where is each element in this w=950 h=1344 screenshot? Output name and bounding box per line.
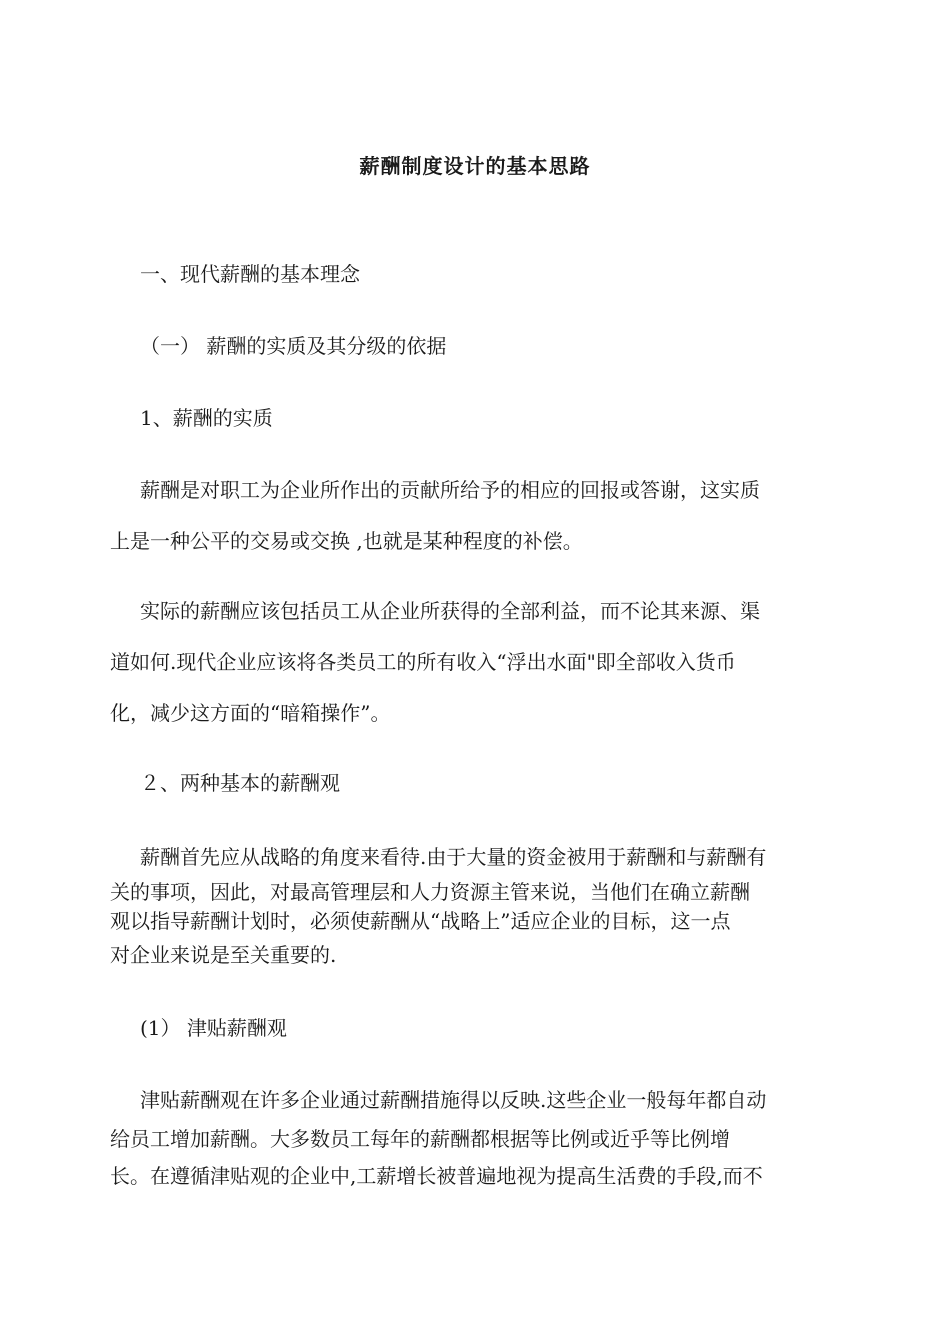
subitem-heading-1: (1） 津贴薪酬观	[140, 1016, 287, 1040]
paragraph-3-line-1: 薪酬首先应从战略的角度来看待.由于大量的资金被用于薪酬和与薪酬有	[140, 845, 767, 869]
subsection-heading: （一） 薪酬的实质及其分级的依据	[140, 334, 447, 358]
paragraph-4-line-1: 津贴薪酬观在许多企业通过薪酬措施得以反映.这些企业一般每年都自动	[140, 1088, 767, 1112]
paragraph-3-line-3: 观以指导薪酬计划时，必须使薪酬从“战略上”适应企业的目标，这一点	[110, 909, 731, 933]
paragraph-4-line-3: 长。在遵循津贴观的企业中,工薪增长被普遍地视为提高生活费的手段,而不	[110, 1164, 763, 1188]
paragraph-2-line-3: 化，减少这方面的“暗箱操作”。	[110, 701, 391, 725]
paragraph-1-line-2: 上是一种公平的交易或交换 ,也就是某种程度的补偿。	[110, 529, 583, 553]
item-heading-2: ２、两种基本的薪酬观	[140, 771, 340, 795]
paragraph-1-line-1: 薪酬是对职工为企业所作出的贡献所给予的相应的回报或答谢，这实质	[140, 478, 760, 502]
item-heading-1: 1、薪酬的实质	[140, 406, 273, 430]
document-title: 薪酬制度设计的基本思路	[359, 154, 591, 178]
paragraph-3-line-2: 关的事项，因此，对最高管理层和人力资源主管来说，当他们在确立薪酬	[110, 880, 750, 904]
paragraph-2-line-2: 道如何.现代企业应该将各类员工的所有收入“浮出水面"即全部收入货币	[110, 650, 736, 674]
paragraph-3-line-4: 对企业来说是至关重要的.	[110, 943, 337, 967]
paragraph-4-line-2: 给员工增加薪酬。大多数员工每年的薪酬都根据等比例或近乎等比例增	[110, 1127, 730, 1151]
section-heading-1: 一、现代薪酬的基本理念	[140, 262, 360, 286]
paragraph-2-line-1: 实际的薪酬应该包括员工从企业所获得的全部利益，而不论其来源、渠	[140, 599, 760, 623]
